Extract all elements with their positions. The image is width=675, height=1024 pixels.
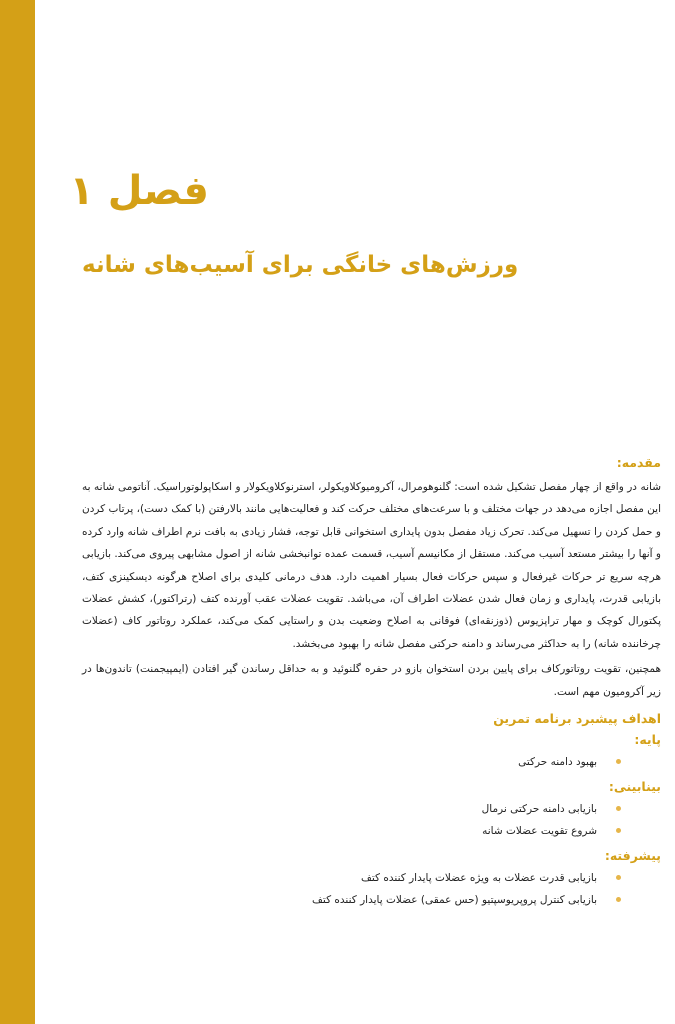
- list-item: [82, 889, 621, 911]
- list-item: [82, 751, 621, 773]
- bullet-dot-icon: [616, 806, 621, 811]
- list-item-text: بازیابی قدرت عضلات به ویژه عضلات پایدار کننده کتف: [361, 872, 597, 885]
- level-advanced-heading: پیشرفته:: [604, 848, 661, 864]
- intro-paragraph: شانه در واقع از چهار مفصل تشکیل شده است: گلنوهومرال، آکرومیوکلاویکولر، استرنوکلاویکولار و اسکاپولوتوراسیک. آناتومی شانه به این مفصل اجازه می‌دهد در جهات مختلف و با سرعت‌های مختلف حرکت کند و فعالیت‌هایی مانند بالارفتن (با کمک دست)، پرتاب کردن و حمل کردن را تسهیل می‌کند. تحرک زیاد مفصل بدون پایداری استخوانی قابل توجه، فشار زیادی به بافت نرم اطراف شانه وارد کرده و آنها را بیشتر مستعد آسیب می‌کند. مستقل از مکانیسم آسیب، قسمت عمده توانبخشی شانه از اصول مشابهی پیروی می‌کند. بازیابی هرچه سریع تر حرکات غیرفعال و سپس حرکات فعال بسیار اهمیت دارد. هدف درمانی کلیدی برای اصلاح هرگونه دیسکینزی کتف، بازیابی قدرت، پایداری و زمان فعال شدن عضلات اطراف آن، می‌باشد. تقویت عضلات عقب آورنده کتف (رتراکتور)، کشش عضلات پکتورال کوچک و مهار تراپزیوس (ذوزنقه‌ای) فوقانی به اصلاح وضعیت بدن و راستایی کمک می‌کند، عملکرد روتاتور کاف (عضلات چرخاننده شانه) را به حداکثر می‌رساند و دامنه حرکتی مفصل شانه را بهبود می‌بخشد.: [82, 481, 661, 650]
- level-intermediate-heading: بینابینی:: [608, 779, 661, 795]
- intro-heading: مقدمه:: [616, 455, 661, 470]
- chapter-title: فصل ۱: [69, 168, 209, 214]
- level-basic-heading: پایه:: [634, 732, 661, 748]
- list-item-text: بهبود دامنه حرکتی: [518, 756, 597, 769]
- list-item-text: بازیابی دامنه حرکتی نرمال: [481, 803, 597, 816]
- bullet-dot-icon: [616, 759, 621, 764]
- page-content: [69, 0, 661, 1024]
- list-item-text: بازیابی کنترل پروپریوسپتیو (حس عمقی) عضلات پایدار کننده کتف: [312, 894, 597, 907]
- list-item: [82, 820, 621, 842]
- intro-paragraph: همچنین، تقویت روتاتورکاف برای پایین بردن استخوان بازو در حفره گلنوئید و به حداقل رساندن گیر افتادن (ایمپیجمنت) تاندون‌ها در زیر آکرومیون مهم است.: [82, 663, 661, 698]
- bullet-dot-icon: [616, 875, 621, 880]
- list-item-text: شروع تقویت عضلات شانه: [482, 825, 597, 838]
- chapter-subtitle: ورزش‌های خانگی برای آسیب‌های شانه: [82, 252, 519, 278]
- level-advanced-list: [82, 867, 661, 911]
- level-intermediate-list: [82, 798, 661, 842]
- level-basic-list: [82, 751, 661, 773]
- chapter-body: [82, 455, 661, 911]
- gold-side-bar: [0, 0, 35, 1024]
- goals-heading: اهداف پیشبرد برنامه تمرین: [493, 711, 661, 727]
- list-item: [82, 798, 621, 820]
- list-item: [82, 867, 621, 889]
- bullet-dot-icon: [616, 828, 621, 833]
- bullet-dot-icon: [616, 897, 621, 902]
